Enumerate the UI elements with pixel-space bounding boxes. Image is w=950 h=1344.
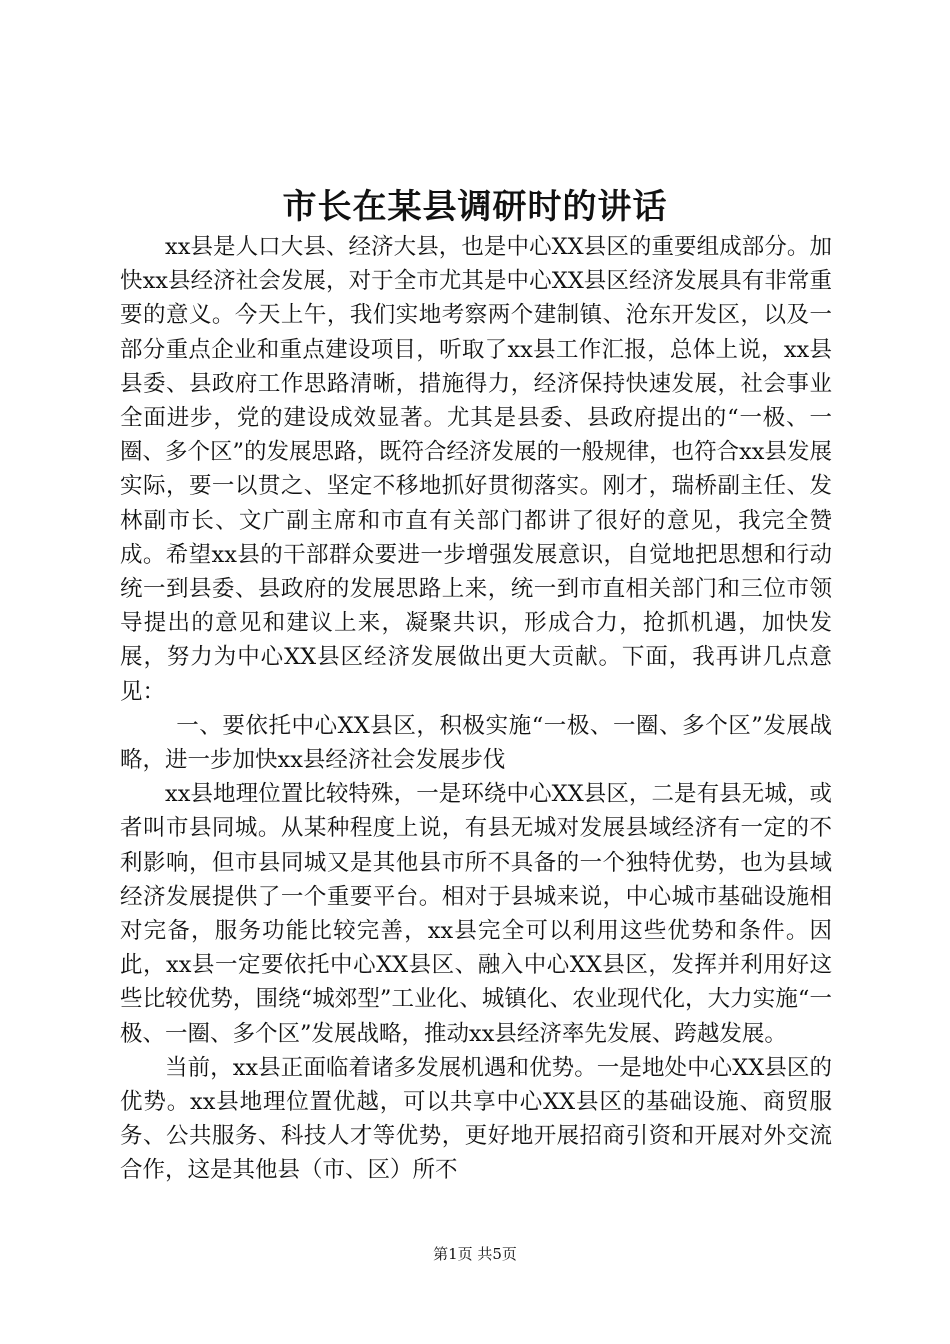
document-title: 市长在某县调研时的讲话 [282,187,668,227]
paragraph-opportunities: 当前，xx县正面临着诸多发展机遇和优势。一是地处中心XX县区的优势。xx县地理位置优越，可以共享中心XX县区的基础设施、商贸服务、公共服务、科技人才等优势，更好地开展招商引资和开展对外交流合作，这是其他县（市、区）所不 [120,1054,832,1184]
page-number-footer: 第1页 共5页 [433,1245,517,1263]
paragraph-intro: xx县是人口大县、经济大县，也是中心XX县区的重要组成部分。加快xx县经济社会发展，对于全市尤其是中心XX县区经济发展具有非常重要的意义。今天上午，我们实地考察两个建制镇、沧东开发区，以及一部分重点企业和重点建设项目，听取了xx县工作汇报，总体上说，xx县县委、县政府工作思路清晰，措施得力，经济保持快速发展，社会事业全面进步，党的建设成效显著。尤其是县委、县政府提出的“一极、一圈、多个区”的发展思路，既符合经济发展的一般规律，也符合xx县发展实际，要一以贯之、坚定不移地抓好贯彻落实。刚才，瑞桥副主任、发林副市长、文广副主席和市直有关部门都讲了很好的意见，我完全赞成。希望xx县的干部群众要进一步增强发展意识，自觉地把思想和行动统一到县委、县政府的发展思路上来，统一到市直相关部门和三位市领导提出的意见和建议上来，凝聚共识，形成合力，抢抓机遇，加快发展，努力为中心XX县区经济发展做出更大贡献。下面，我再讲几点意见： [120,234,832,705]
paragraph-geography: xx县地理位置比较特殊，一是环绕中心XX县区，二是有县无城，或者叫市县同城。从某种程度上说，有县无城对发展县域经济有一定的不利影响，但市县同城又是其他县市所不具备的一个独特优势，也为县域经济发展提供了一个重要平台。相对于县城来说，中心城市基础设施相对完备，服务功能比较完善，xx县完全可以利用这些优势和条件。因此，xx县一定要依托中心XX县区、融入中心XX县区，发挥并利用好这些比较优势，围绕“城郊型”工业化、城镇化、农业现代化，大力实施“一极、一圈、多个区”发展战略，推动xx县经济率先发展、跨越发展。 [120,781,832,1047]
document-body [120,230,832,1188]
section-heading-1: 一、要依托中心XX县区，积极实施“一极、一圈、多个区”发展战略，进一步加快xx县经济社会发展步伐 [120,712,832,774]
